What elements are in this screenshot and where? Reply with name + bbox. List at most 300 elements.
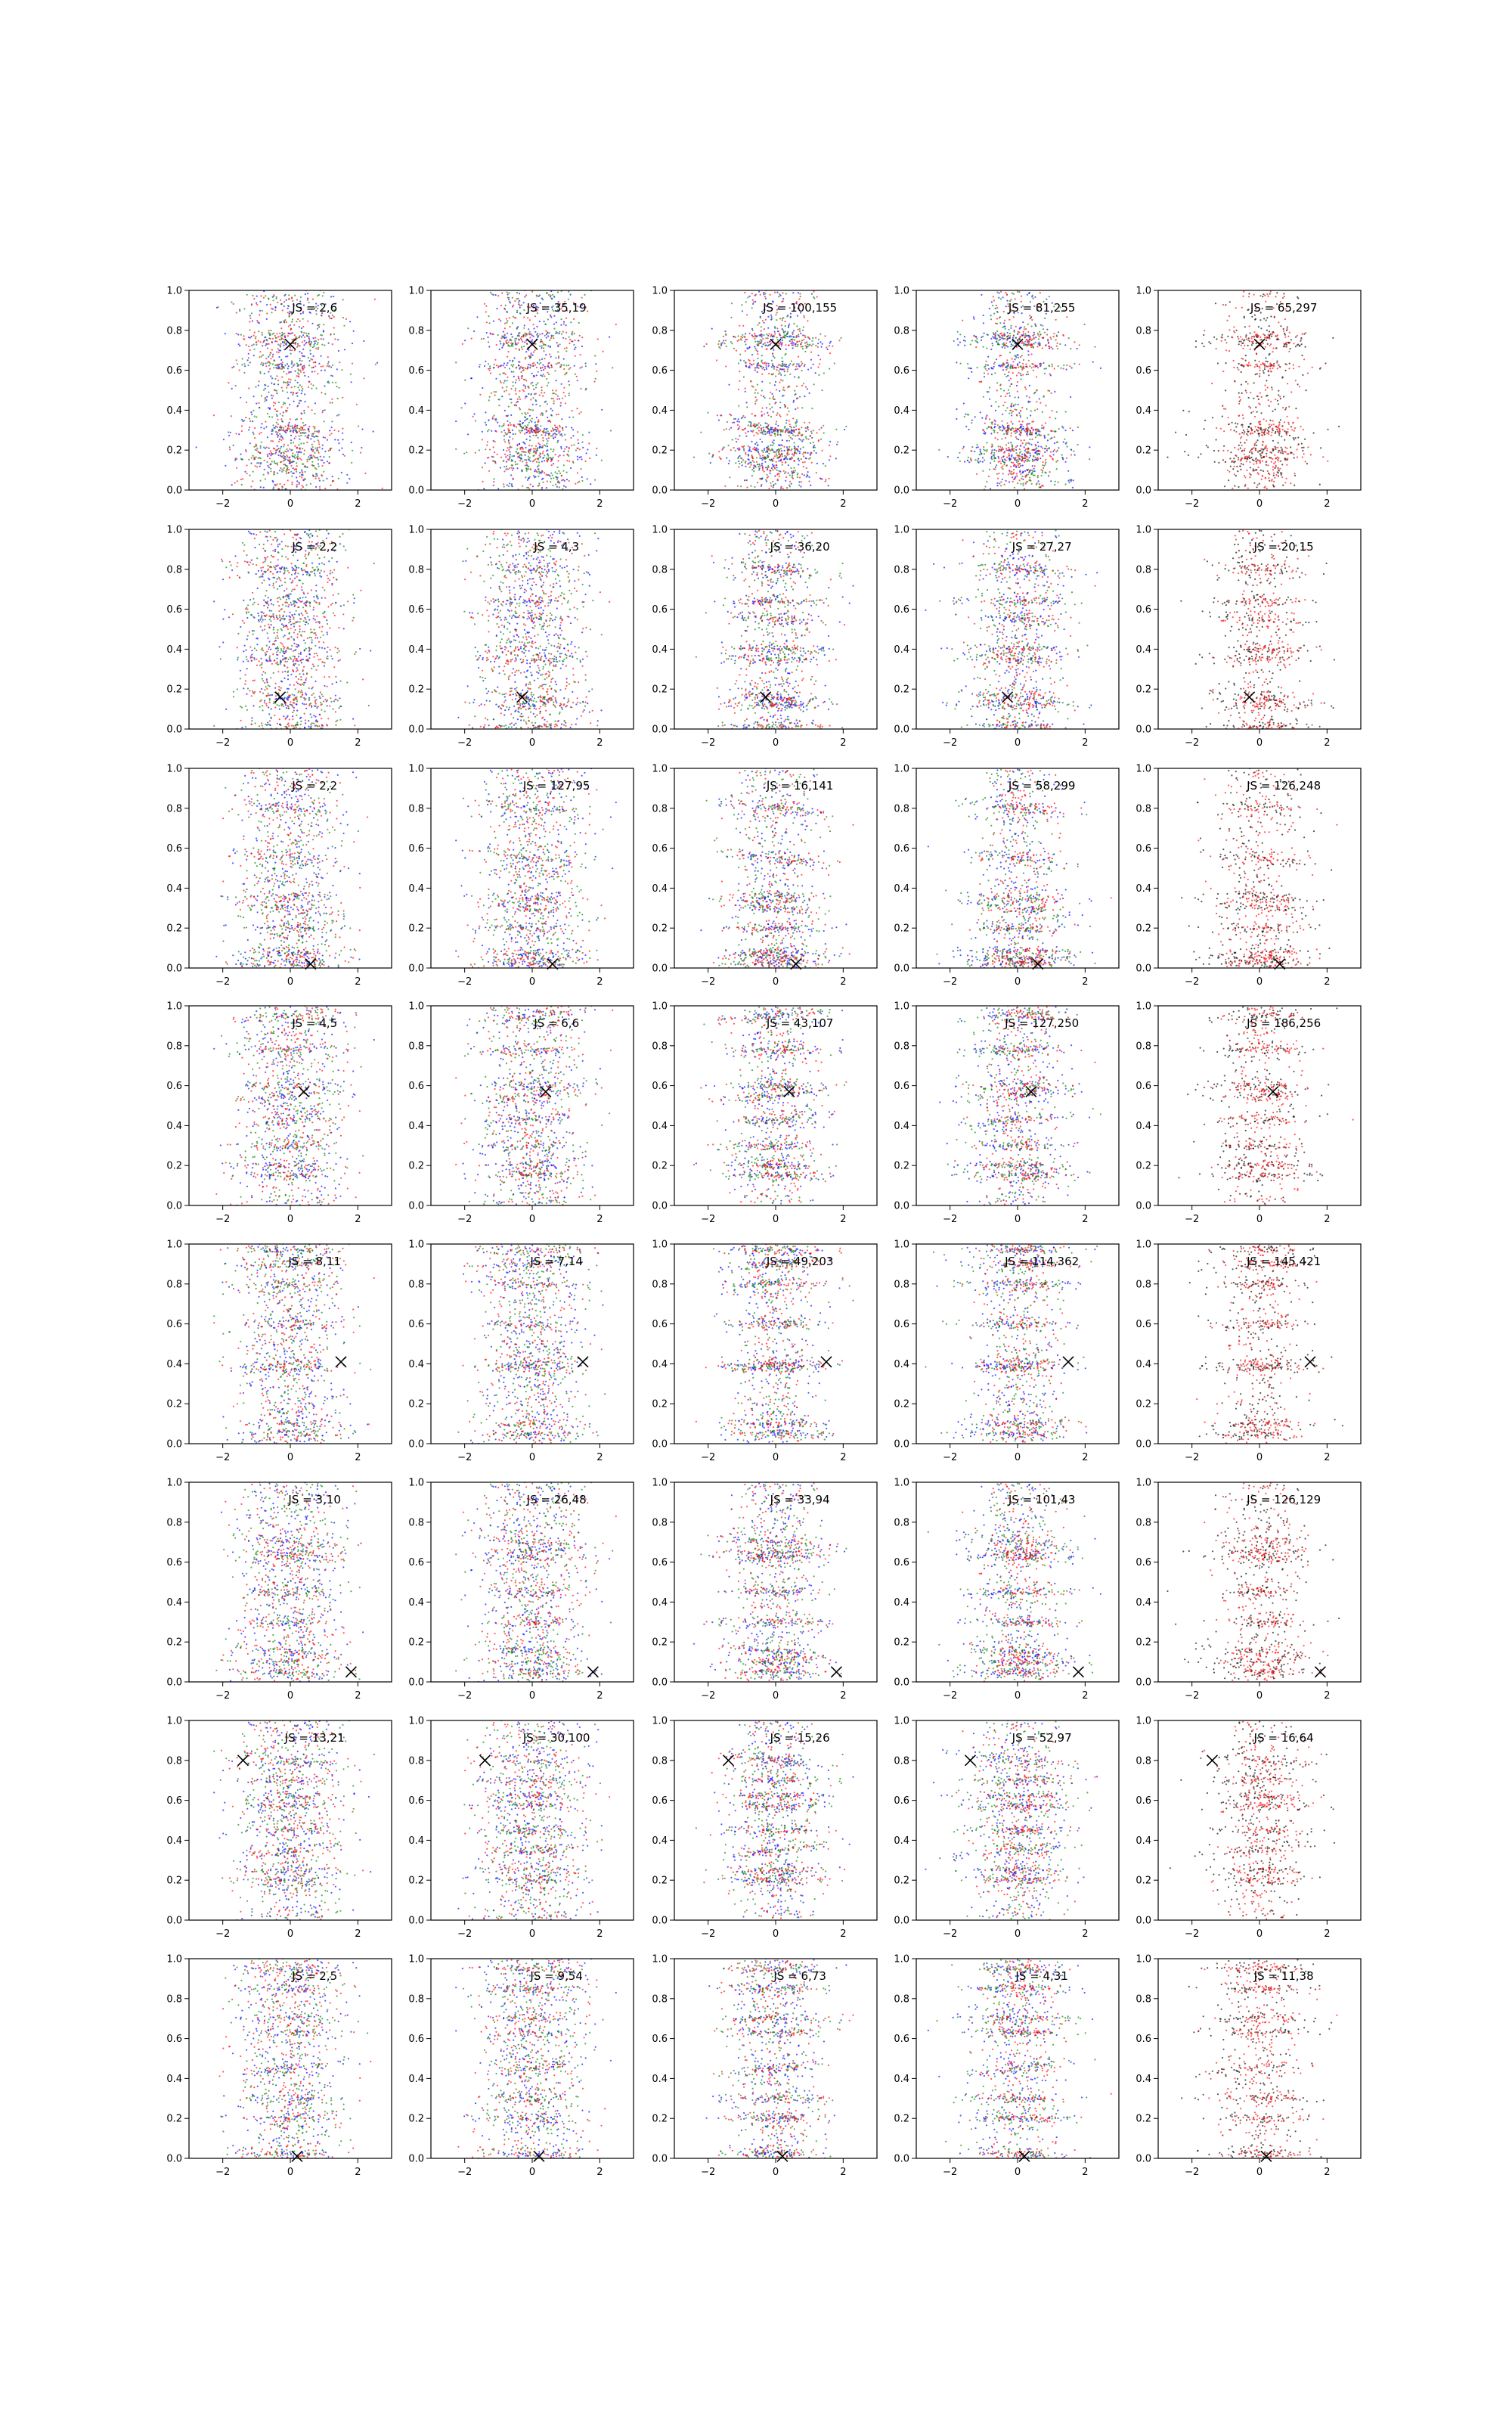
scatter-point: [1057, 348, 1058, 349]
scatter-point: [328, 315, 330, 317]
scatter-point: [779, 390, 780, 392]
scatter-point: [510, 422, 511, 424]
scatter-point: [314, 337, 316, 339]
scatter-point: [1015, 298, 1016, 299]
scatter-point: [1011, 383, 1012, 385]
scatter-point: [297, 343, 299, 345]
scatter-point: [764, 431, 766, 433]
scatter-point: [268, 365, 270, 366]
scatter-point: [287, 308, 289, 309]
scatter-point: [1018, 439, 1019, 440]
scatter-point: [777, 479, 779, 480]
scatter-point: [1055, 481, 1056, 482]
scatter-point: [500, 343, 501, 344]
scatter-point: [997, 478, 999, 479]
scatter-point: [740, 359, 742, 361]
scatter-point: [1047, 439, 1049, 441]
scatter-point: [563, 368, 565, 370]
scatter-point: [956, 418, 957, 420]
scatter-point: [581, 346, 583, 347]
scatter-point: [723, 340, 724, 341]
scatter-point: [531, 393, 532, 395]
scatter-point: [985, 418, 987, 420]
scatter-point: [283, 404, 284, 405]
scatter-point: [316, 387, 318, 389]
scatter-point: [519, 448, 521, 450]
scatter-point: [523, 451, 525, 452]
scatter-point: [1002, 296, 1004, 298]
scatter-point: [475, 420, 476, 421]
scatter-point: [518, 376, 519, 377]
scatter-point: [517, 456, 519, 458]
scatter-point: [565, 439, 566, 441]
scatter-point: [754, 367, 756, 368]
scatter-point: [324, 437, 326, 439]
scatter-point: [547, 430, 549, 432]
scatter-point: [265, 388, 266, 389]
scatter-point: [497, 488, 499, 489]
scatter-point: [989, 418, 990, 420]
scatter-point: [1017, 445, 1018, 447]
scatter-point: [984, 430, 985, 432]
scatter-point: [563, 486, 565, 487]
scatter-point: [754, 486, 755, 488]
scatter-point: [983, 448, 984, 450]
scatter-point: [317, 328, 318, 330]
scatter-point: [596, 455, 597, 456]
scatter-point: [959, 342, 961, 343]
scatter-point: [806, 341, 807, 343]
scatter-point: [990, 405, 992, 407]
scatter-point: [297, 382, 299, 383]
scatter-point: [1030, 433, 1031, 434]
scatter-point: [521, 413, 522, 414]
scatter-point: [568, 455, 569, 457]
scatter-point: [487, 337, 488, 338]
scatter-point: [277, 415, 278, 417]
scatter-point: [773, 368, 775, 370]
scatter-point: [526, 427, 528, 429]
scatter-point: [959, 334, 961, 335]
scatter-point: [562, 479, 564, 480]
scatter-point: [1020, 416, 1021, 417]
scatter-point: [1015, 452, 1017, 454]
scatter-point: [1036, 457, 1038, 458]
scatter-point: [993, 427, 995, 428]
scatter-point: [497, 334, 499, 336]
scatter-point: [360, 452, 361, 454]
scatter-point: [497, 422, 498, 424]
scatter-point: [277, 448, 278, 450]
scatter-point: [276, 422, 277, 424]
scatter-point: [996, 305, 997, 306]
scatter-point: [550, 346, 551, 348]
scatter-point: [252, 320, 253, 321]
scatter-point: [968, 457, 969, 458]
scatter-point: [777, 431, 779, 433]
scatter-point: [1006, 365, 1008, 367]
scatter-point: [544, 460, 545, 461]
scatter-point: [1022, 479, 1024, 480]
scatter-point: [264, 469, 265, 470]
scatter-point: [293, 467, 294, 469]
scatter-point: [464, 402, 466, 404]
scatter-point: [542, 414, 544, 416]
scatter-point: [557, 467, 559, 468]
scatter-point: [506, 311, 507, 312]
scatter-point: [1054, 484, 1055, 486]
scatter-point: [1029, 401, 1030, 402]
scatter-point: [792, 347, 794, 349]
scatter-point: [559, 362, 560, 364]
scatter-point: [1021, 355, 1023, 356]
scatter-point: [320, 456, 321, 458]
scatter-point: [757, 433, 758, 435]
scatter-point: [1015, 404, 1016, 405]
scatter-point: [287, 397, 289, 399]
scatter-point: [292, 318, 293, 320]
scatter-point: [762, 338, 764, 340]
scatter-point: [810, 368, 812, 369]
scatter-point: [1024, 439, 1025, 441]
scatter-point: [1050, 480, 1052, 482]
scatter-point: [969, 368, 971, 369]
scatter-point: [299, 389, 300, 391]
scatter-point: [778, 296, 779, 297]
scatter-point: [790, 467, 792, 469]
scatter-point: [754, 415, 756, 417]
scatter-point: [504, 367, 506, 368]
scatter-point: [769, 403, 770, 405]
scatter-point: [754, 333, 755, 334]
scatter-point: [540, 452, 541, 454]
scatter-point: [612, 367, 613, 368]
scatter-point: [525, 387, 526, 389]
y-tick-label: 0.8: [166, 325, 182, 337]
scatter-point: [508, 430, 510, 431]
scatter-point: [317, 343, 318, 345]
scatter-point: [274, 378, 276, 380]
scatter-point: [516, 292, 518, 293]
scatter-point: [829, 441, 831, 442]
scatter-point: [763, 429, 764, 430]
scatter-point: [512, 297, 513, 299]
scatter-point: [280, 427, 282, 428]
scatter-point: [308, 434, 309, 436]
scatter-point: [770, 392, 771, 393]
scatter-point: [467, 433, 469, 435]
scatter-point: [261, 355, 262, 357]
scatter-point: [968, 368, 969, 369]
scatter-point: [520, 371, 522, 373]
scatter-point: [330, 366, 332, 368]
scatter-point: [1024, 488, 1025, 489]
scatter-point: [552, 410, 553, 411]
scatter-point: [522, 486, 523, 487]
scatter-point: [807, 429, 809, 430]
scatter-point: [275, 307, 277, 309]
scatter-point: [581, 442, 583, 443]
scatter-point: [798, 428, 800, 430]
scatter-point: [760, 343, 761, 344]
scatter-point: [497, 454, 498, 455]
scatter-point: [527, 366, 528, 368]
scatter-point: [544, 368, 546, 369]
scatter-point: [801, 346, 802, 347]
scatter-point: [523, 316, 525, 318]
scatter-point: [532, 461, 534, 462]
scatter-point: [258, 340, 259, 342]
scatter-point: [518, 365, 519, 366]
scatter-point: [988, 391, 990, 392]
scatter-point: [779, 476, 780, 477]
scatter-point: [970, 343, 971, 345]
scatter-point: [795, 435, 796, 436]
scatter-point: [773, 355, 774, 357]
scatter-point: [336, 414, 338, 416]
scatter-point: [547, 417, 548, 418]
scatter-point: [545, 429, 547, 430]
scatter-point: [817, 355, 819, 356]
scatter-point: [524, 433, 525, 435]
scatter-point: [277, 445, 278, 447]
scatter-point: [758, 427, 760, 428]
scatter-point: [243, 372, 245, 374]
scatter-point: [507, 377, 508, 378]
scatter-point: [776, 337, 778, 338]
scatter-point: [507, 420, 508, 422]
scatter-point: [572, 334, 573, 335]
scatter-point: [249, 321, 250, 322]
scatter-point: [542, 365, 544, 366]
scatter-point: [305, 343, 306, 344]
scatter-point: [804, 343, 806, 344]
scatter-point: [980, 448, 981, 450]
scatter-point: [509, 368, 510, 369]
scatter-point: [529, 461, 531, 462]
scatter-point: [304, 393, 305, 395]
scatter-point: [752, 299, 754, 301]
scatter-point: [517, 326, 519, 327]
scatter-point: [292, 339, 293, 340]
scatter-point: [252, 295, 253, 296]
scatter-point: [277, 368, 279, 369]
scatter-point: [1044, 437, 1046, 439]
scatter-point: [557, 362, 559, 364]
scatter-point: [1002, 327, 1004, 328]
scatter-point: [565, 373, 567, 374]
scatter-point: [1052, 410, 1053, 411]
scatter-point: [299, 321, 301, 322]
scatter-point: [963, 340, 965, 341]
scatter-point: [552, 474, 553, 476]
scatter-point: [286, 470, 287, 471]
scatter-point: [570, 294, 572, 296]
scatter-point: [545, 401, 547, 402]
scatter-point: [794, 452, 795, 454]
scatter-point: [998, 297, 999, 299]
scatter-point: [546, 378, 547, 380]
scatter-point: [1012, 293, 1013, 294]
scatter-point: [817, 366, 819, 368]
scatter-point: [493, 456, 494, 458]
scatter-point: [328, 343, 330, 344]
scatter-point: [296, 465, 298, 467]
scatter-point: [824, 335, 826, 337]
scatter-point: [277, 344, 279, 346]
scatter-point: [804, 317, 805, 318]
scatter-point: [569, 337, 570, 338]
scatter-point: [540, 414, 541, 415]
scatter-point: [560, 318, 562, 320]
scatter-point: [782, 342, 783, 343]
scatter-point: [807, 369, 809, 371]
scatter-point: [798, 434, 799, 436]
scatter-point: [764, 456, 765, 458]
scatter-point: [269, 458, 271, 459]
scatter-point: [825, 465, 826, 467]
scatter-point: [528, 445, 530, 446]
scatter-point: [1031, 367, 1033, 368]
scatter-point: [1022, 485, 1024, 486]
scatter-point: [534, 470, 535, 472]
scatter-point: [302, 485, 303, 486]
scatter-point: [733, 336, 735, 337]
scatter-point: [1013, 293, 1015, 295]
x-tick-label: −2: [701, 498, 715, 510]
scatter-point: [522, 442, 524, 443]
scatter-point: [1038, 445, 1040, 447]
scatter-point: [997, 342, 999, 343]
scatter-point: [278, 441, 280, 442]
scatter-point: [741, 304, 742, 306]
scatter-point: [522, 341, 523, 343]
scatter-point: [813, 430, 814, 431]
scatter-point: [754, 465, 755, 467]
scatter-point: [1009, 380, 1010, 381]
scatter-point: [296, 476, 297, 478]
scatter-point: [303, 332, 305, 334]
scatter-point: [531, 334, 533, 336]
scatter-point: [268, 416, 270, 417]
scatter-point: [558, 482, 559, 484]
scatter-point: [488, 315, 489, 317]
scatter-point: [533, 475, 534, 476]
scatter-point: [279, 333, 280, 334]
scatter-point: [519, 455, 521, 456]
scatter-point: [1044, 448, 1046, 449]
scatter-point: [511, 464, 513, 466]
scatter-point: [496, 308, 497, 309]
scatter-point: [1038, 342, 1040, 343]
scatter-point: [253, 396, 255, 397]
scatter-point: [524, 416, 525, 417]
scatter-point: [279, 339, 280, 340]
scatter-point: [509, 458, 510, 459]
scatter-point: [284, 301, 285, 302]
scatter-point: [266, 312, 268, 314]
scatter-point: [774, 326, 776, 327]
scatter-point: [361, 429, 363, 430]
scatter-point: [1040, 458, 1041, 459]
scatter-point: [585, 389, 587, 390]
scatter-point: [1036, 458, 1037, 460]
scatter-point: [1019, 448, 1021, 450]
scatter-point: [535, 445, 537, 447]
scatter-point: [1005, 367, 1006, 368]
scatter-point: [1033, 298, 1034, 299]
scatter-point: [768, 373, 770, 374]
scatter-point: [258, 462, 259, 464]
scatter-point: [319, 480, 321, 482]
scatter-point: [1030, 346, 1032, 348]
scatter-point: [318, 363, 320, 365]
scatter-point: [594, 479, 596, 481]
scatter-point: [256, 462, 258, 464]
scatter-point: [993, 456, 995, 458]
scatter-point: [492, 418, 494, 420]
scatter-point: [804, 351, 806, 352]
scatter-point: [827, 349, 829, 350]
scatter-point: [217, 306, 218, 308]
scatter-point: [1023, 428, 1024, 430]
scatter-point: [810, 359, 812, 361]
scatter-point: [737, 458, 739, 459]
scatter-point: [558, 414, 559, 415]
scatter-point: [529, 331, 531, 333]
scatter-point: [375, 364, 376, 365]
scatter-point: [236, 359, 237, 361]
scatter-point: [985, 364, 987, 365]
scatter-point: [783, 470, 785, 472]
scatter-point: [295, 436, 296, 437]
scatter-point: [285, 430, 287, 431]
scatter-point: [525, 335, 526, 337]
scatter-point: [1012, 411, 1014, 412]
scatter-point: [693, 457, 695, 458]
scatter-point: [785, 420, 787, 421]
scatter-point: [733, 422, 735, 424]
scatter-point: [844, 429, 845, 430]
scatter-point: [525, 459, 527, 461]
scatter-point: [1046, 329, 1048, 330]
scatter-point: [522, 349, 523, 350]
scatter-point: [777, 367, 779, 368]
scatter-point: [730, 317, 732, 318]
scatter-point: [328, 365, 330, 367]
scatter-point: [541, 470, 543, 472]
scatter-point: [1024, 470, 1026, 472]
scatter-point: [304, 375, 305, 377]
scatter-point: [789, 317, 791, 318]
scatter-point: [1039, 336, 1040, 337]
scatter-point: [513, 433, 514, 435]
scatter-point: [275, 431, 277, 433]
scatter-point: [243, 338, 244, 340]
y-tick-label: 0.6: [408, 365, 424, 377]
scatter-point: [292, 425, 293, 427]
scatter-point: [834, 362, 835, 364]
scatter-point: [797, 344, 798, 346]
scatter-point: [820, 427, 822, 429]
scatter-point: [294, 334, 296, 336]
scatter-point: [485, 311, 487, 312]
scatter-point: [1015, 467, 1017, 468]
scatter-point: [324, 451, 326, 452]
scatter-point: [796, 325, 798, 327]
scatter-point: [1012, 337, 1014, 339]
scatter-point: [572, 417, 574, 418]
